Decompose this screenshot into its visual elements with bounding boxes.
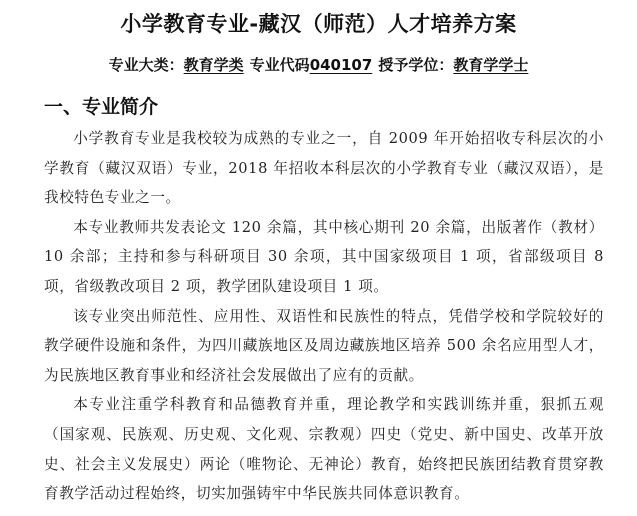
program-meta-line (0, 54, 637, 75)
code-value: 040107 (309, 56, 373, 74)
code-label: 专业代码 (249, 56, 310, 74)
section-heading: 一、专业简介 (44, 96, 159, 118)
category-label: 专业大类： (108, 56, 184, 74)
paragraph-education-focus: 本专业注重学科教育和品德教育并重，理论教学和实践训练并重，狠抓五观（国家观、民族观、历史观、文化观、宗教观）四史（党史、新中国史、改革开放史、社会主义发展史）两论（唯物论、无神论）教育，始终把民族团结教育贯穿教育教学活动过程始终，切实加强铸牢中华民族共同体意识教育。 (44, 396, 604, 503)
document-title: 小学教育专业-藏汉（师范）人才培养方案 (120, 12, 517, 36)
degree-value: 教育学学士 (453, 56, 529, 74)
paragraph-features: 该专业突出师范性、应用性、双语性和民族性的特点，凭借学校和学院较好的教学硬件设施和条件，为四川藏族地区及周边藏族地区培养 500 余名应用型人才，为民族地区教育事业和经济社会发展做出了应有的贡献。 (44, 307, 604, 384)
degree-label: 授予学位： (378, 56, 454, 74)
paragraph-faculty-research: 本专业教师共发表论文 120 余篇，其中核心期刊 20 余篇，出版著作（教材）10 余部；主持和参与科研项目 30 余项，其中国家级项目 1 项，省部级项目 8 项，省级教改项目 2 项，教学团队建设项目 1 项。 (44, 218, 604, 295)
section-body (44, 124, 604, 509)
paragraph-history: 小学教育专业是我校较为成熟的专业之一，自 2009 年开始招收专科层次的小学教育（藏汉双语）专业，2018 年招收本科层次的小学教育专业（藏汉双语），是我校特色专业之一。 (44, 130, 604, 207)
category-value: 教育学类 (183, 56, 244, 74)
